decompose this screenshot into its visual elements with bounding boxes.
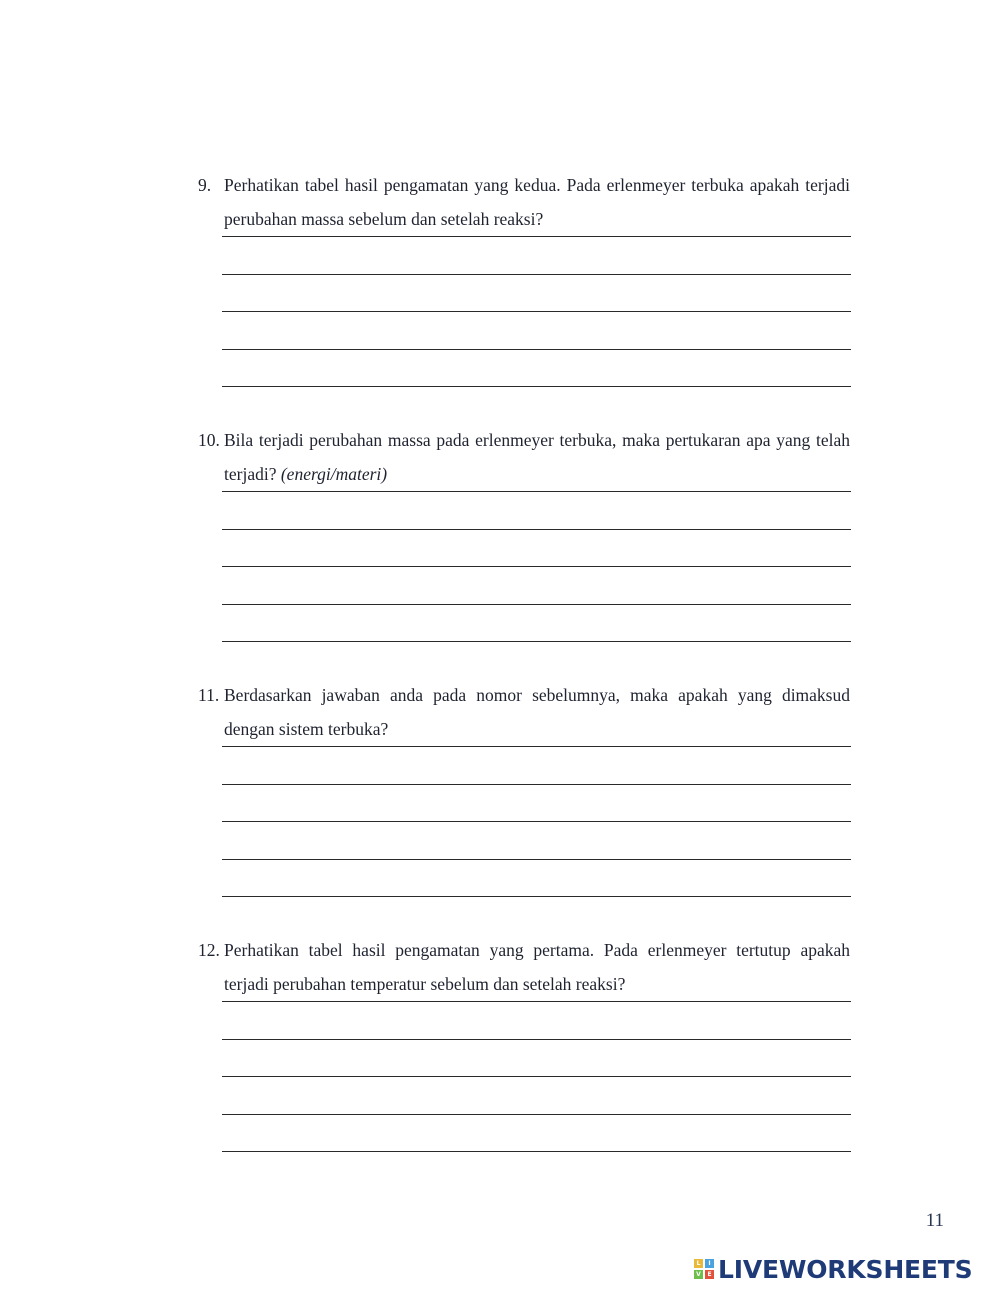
question-number: 9. xyxy=(198,175,212,195)
answer-lines xyxy=(222,491,851,642)
answer-line[interactable] xyxy=(222,349,851,350)
answer-line[interactable] xyxy=(222,529,851,530)
answer-line[interactable] xyxy=(222,236,851,237)
answer-line[interactable] xyxy=(222,604,851,605)
question-12 xyxy=(198,933,850,1189)
answer-lines xyxy=(222,1001,851,1152)
question-number: 11. xyxy=(198,685,220,705)
question-10 xyxy=(198,423,850,679)
question-text xyxy=(198,933,850,1001)
logo-block: E xyxy=(705,1270,714,1279)
question-text xyxy=(198,423,850,491)
answer-line[interactable] xyxy=(222,566,851,567)
logo-blocks-icon xyxy=(694,1259,714,1279)
answer-lines xyxy=(222,236,851,387)
question-body: Perhatikan tabel hasil pengamatan yang pertama. Pada erlenmeyer tertutup apakah terjadi perubahan temperatur sebelum dan setelah reaksi? xyxy=(224,940,850,994)
page-number: 11 xyxy=(925,1210,944,1231)
question-body: Bila terjadi perubahan massa pada erlenmeyer terbuka, maka pertukaran apa yang telah terjadi? xyxy=(224,430,850,484)
question-11 xyxy=(198,678,850,934)
answer-line[interactable] xyxy=(222,1039,851,1040)
answer-line[interactable] xyxy=(222,386,851,387)
answer-line[interactable] xyxy=(222,491,851,492)
answer-line[interactable] xyxy=(222,1076,851,1077)
answer-line[interactable] xyxy=(222,859,851,860)
logo-text: LIVEWORKSHEETS xyxy=(718,1254,973,1284)
question-9 xyxy=(198,168,850,424)
question-text xyxy=(198,168,850,236)
question-italic-hint: (energi/materi) xyxy=(280,464,388,484)
logo-block: L xyxy=(694,1259,703,1268)
answer-line[interactable] xyxy=(222,1114,851,1115)
liveworksheets-logo xyxy=(694,1252,972,1286)
answer-line[interactable] xyxy=(222,821,851,822)
answer-line[interactable] xyxy=(222,274,851,275)
answer-line[interactable] xyxy=(222,896,851,897)
answer-line[interactable] xyxy=(222,784,851,785)
answer-line[interactable] xyxy=(222,641,851,642)
question-body: Perhatikan tabel hasil pengamatan yang kedua. Pada erlenmeyer terbuka apakah terjadi perubahan massa sebelum dan setelah reaksi? xyxy=(224,175,850,229)
question-body: Berdasarkan jawaban anda pada nomor sebelumnya, maka apakah yang dimaksud dengan sistem terbuka? xyxy=(224,685,850,739)
logo-block: I xyxy=(705,1259,714,1268)
answer-line[interactable] xyxy=(222,311,851,312)
answer-line[interactable] xyxy=(222,1001,851,1002)
answer-line[interactable] xyxy=(222,1151,851,1152)
logo-block: V xyxy=(694,1270,703,1279)
question-number: 12. xyxy=(198,940,220,960)
question-number: 10. xyxy=(198,430,220,450)
question-text xyxy=(198,678,850,746)
answer-lines xyxy=(222,746,851,897)
answer-line[interactable] xyxy=(222,746,851,747)
